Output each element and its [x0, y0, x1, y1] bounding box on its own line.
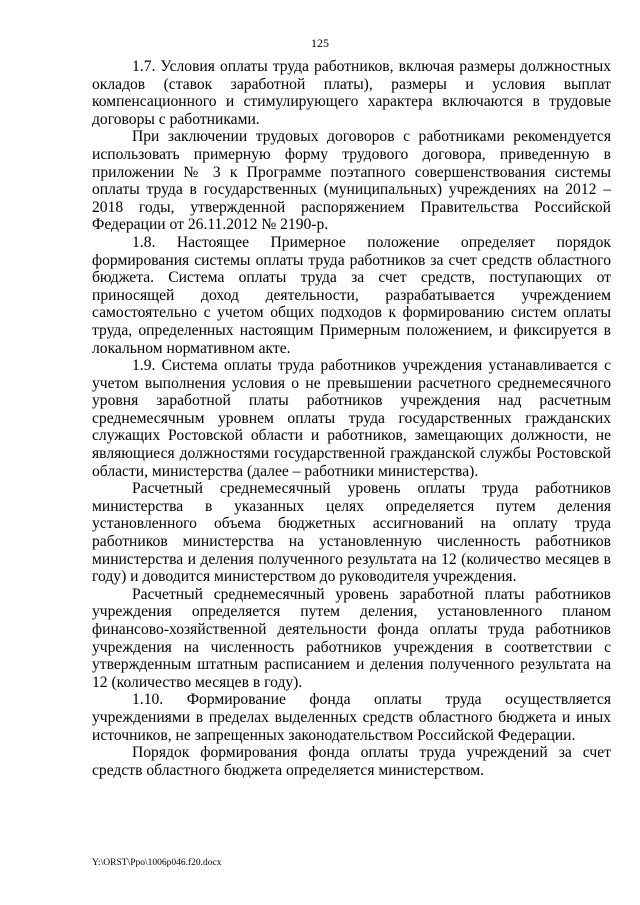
- paragraph-ministry-average-salary: Расчетный среднемесячный уровень оплаты труда работников министерства в указанных целях определяется путем деления установленного объема бюджетных ассигнований на оплату труда работников министерства на установленную численность работников министерства и деления полученного результата на 12 (количество месяцев в году) и доводится министерством до руководителя учреждения.: [92, 480, 611, 586]
- page-number: 125: [311, 36, 329, 50]
- paragraph-1-9: 1.9. Система оплаты труда работников учреждения устанавливается с учетом выполнения условия о не превышении расчетного среднемесячного уровня заработной платы работников учреждения над расчетным среднемесячным уровнем оплаты труда государственных гражданских служащих Ростовской области и работников, замещающих должности, не являющиеся должностями государственной гражданской службы Ростовской области, министерства (далее – работники министерства).: [92, 357, 611, 480]
- footer-file-path: Y:\ORST\Ppo\1006p046.f20.docx: [92, 858, 222, 868]
- document-body: [92, 58, 611, 779]
- paragraph-1-8: 1.8. Настоящее Примерное положение определяет порядок формирования системы оплаты труда работников за счет средств областного бюджета. Система оплаты труда за счет средств, поступающих от приносящей доход деятельности, разрабатывается учреждением самостоятельно с учетом общих подходов к формированию систем оплаты труда, определенных настоящим Примерным положением, и фиксируется в локальном нормативном акте.: [92, 233, 611, 357]
- paragraph-employment-contract: При заключении трудовых договоров с работниками рекомендуется использовать примерную форму трудового договора, приведенную в приложении № 3 к Программе поэтапного совершенствования системы оплаты труда в государственных (муниципальных) учреждениях на 2012 – 2018 годы, утвержденной распоряжением Правительства Российской Федерации от 26.11.2012 № 2190-р.: [92, 128, 611, 234]
- paragraph-1-7: 1.7. Условия оплаты труда работников, включая размеры должностных окладов (ставок заработной платы), размеры и условия выплат компенсационного и стимулирующего характера включаются в трудовые договоры с работниками.: [92, 58, 611, 128]
- paragraph-institution-average-salary: Расчетный среднемесячный уровень заработной платы работников учреждения определяется путем деления, установленного планом финансово-хозяйственной деятельности фонда оплаты труда работников учреждения на численность работников учреждения в соответствии с утвержденным штатным расписанием и деления полученного результата на 12 (количество месяцев в году).: [92, 585, 611, 691]
- paragraph-1-10: 1.10. Формирование фонда оплаты труда осуществляется учреждениями в пределах выделенных средств областного бюджета и иных источников, не запрещенных законодательством Российской Федерации.: [92, 691, 611, 744]
- paragraph-fund-formation-order: Порядок формирования фонда оплаты труда учреждений за счет средств областного бюджета определяется министерством.: [92, 744, 611, 779]
